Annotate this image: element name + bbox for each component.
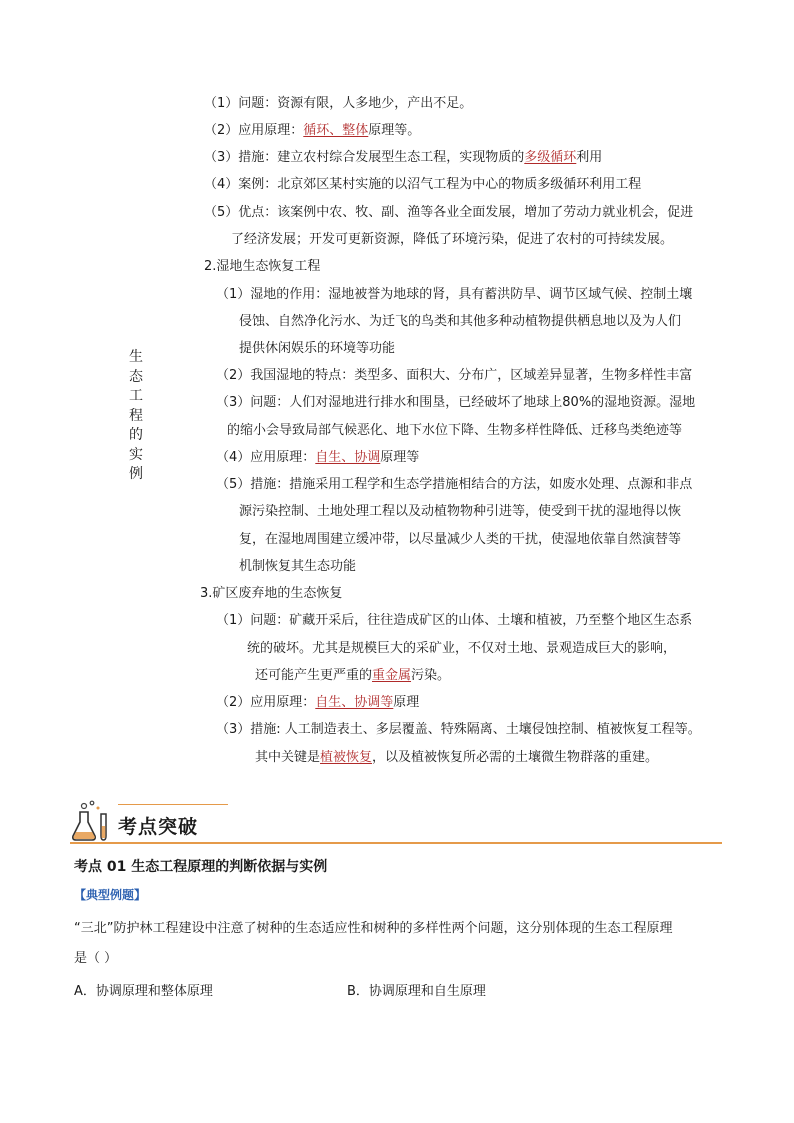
s3-problem-highlight: 重金属	[372, 668, 412, 683]
s1-problem: （1）问题：资源有限，人多地少，产出不足。	[204, 96, 473, 111]
s2-features: （2）我国湿地的特点：类型多、面积大、分布广，区域差异显著，生物多样性丰富	[216, 368, 693, 383]
s2-principle: （4）应用原理：自生、协调原理等	[216, 450, 420, 465]
s3-principle: （2）应用原理：自生、协调等原理	[216, 695, 420, 710]
s1-case: （4）案例：北京郊区某村实施的以沼气工程为中心的物质多级循环利用工程	[204, 177, 642, 192]
s3-measure-2: 其中关键是植被恢复，以及植被恢复所必需的土壤微生物群落的重建。	[255, 750, 659, 765]
question-line-2: 是（ ）	[74, 951, 118, 966]
s3-measure-highlight: 植被恢复	[320, 750, 373, 765]
s1-measure: （3）措施：建立农村综合发展型生态工程，实现物质的多级循环利用	[204, 150, 603, 165]
s2-role-2: 侵蚀、自然净化污水、为迁飞的鸟类和其他多种动植物提供栖息地以及为人们	[239, 314, 682, 329]
side-label: 生 态 工 程 的 实 例	[129, 349, 143, 482]
s2-title: 2.湿地生态恢复工程	[204, 259, 321, 274]
s1-advantage-1: （5）优点：该案例中农、牧、副、渔等各业全面发展，增加了劳动力就业机会，促进	[204, 205, 694, 220]
s3-principle-highlight: 自生、协调等	[315, 695, 394, 710]
s2-problem-1: （3）问题：人们对湿地进行排水和围垦，已经破坏了地球上80%的湿地资源。湿地	[216, 395, 696, 410]
example-tag: 【典型例题】	[74, 888, 147, 902]
s2-principle-highlight: 自生、协调	[315, 450, 381, 465]
s1-measure-highlight: 多级循环	[524, 150, 577, 165]
s1-principle: （2）应用原理：循环、整体原理等。	[204, 123, 421, 138]
section-banner	[70, 800, 722, 844]
question-line-1: “三北”防护林工程建设中注意了树种的生态适应性和树种的多样性两个问题，这分别体现的生态工程原理	[74, 921, 673, 936]
flask-icon	[70, 800, 114, 842]
banner-top-line	[118, 804, 228, 805]
s2-problem-2: 的缩小会导致局部气候恶化、地下水位下降、生物多样性降低、迁移鸟类绝迹等	[227, 423, 683, 438]
s2-role-1: （1）湿地的作用：湿地被誉为地球的肾，具有蓄洪防旱、调节区域气候、控制土壤	[216, 287, 693, 302]
s3-title: 3.矿区废弃地的生态恢复	[200, 586, 343, 601]
s3-measure-1: （3）措施: 人工制造表土、多层覆盖、特殊隔离、土壤侵蚀控制、植被恢复工程等。	[216, 722, 701, 737]
banner-rule	[70, 842, 722, 844]
s2-measure-3: 复，在湿地周围建立缓冲带，以尽量减少人类的干扰，使湿地依靠自然演替等	[239, 532, 682, 547]
s3-problem-2: 统的破坏。尤其是规模巨大的采矿业，不仅对土地、景观造成巨大的影响，	[247, 641, 677, 656]
s3-problem-3: 还可能产生更严重的重金属污染。	[255, 668, 451, 683]
s1-advantage-2: 了经济发展；开发可更新资源，降低了环境污染，促进了农村的可持续发展。	[231, 232, 674, 247]
s2-role-3: 提供休闲娱乐的环境等功能	[239, 341, 396, 356]
banner-title: 考点突破	[118, 816, 199, 838]
option-a[interactable]: A．协调原理和整体原理	[74, 984, 213, 999]
s1-principle-highlight: 循环、整体	[303, 123, 369, 138]
section-heading: 考点 01 生态工程原理的判断依据与实例	[74, 859, 328, 875]
option-b[interactable]: B．协调原理和自生原理	[347, 984, 486, 999]
s3-problem-1: （1）问题：矿藏开采后，往往造成矿区的山体、土壤和植被，乃至整个地区生态系	[216, 613, 693, 628]
s2-measure-2: 源污染控制、土地处理工程以及动植物物种引进等，使受到干扰的湿地得以恢	[239, 504, 682, 519]
s2-measure-4: 机制恢复其生态功能	[239, 559, 357, 574]
s2-measure-1: （5）措施：措施采用工程学和生态学措施相结合的方法，如废水处理、点源和非点	[216, 477, 693, 492]
